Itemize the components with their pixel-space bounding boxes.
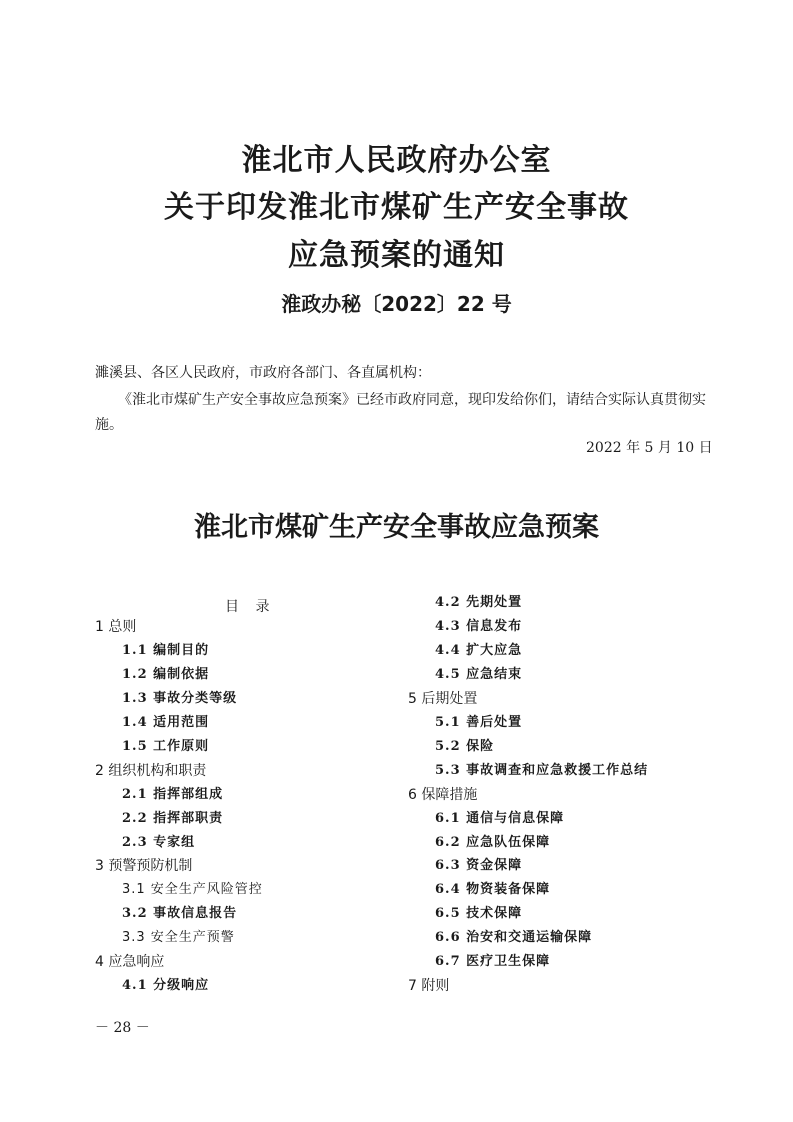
toc-section-3-2: 3.2 事故信息报告 xyxy=(122,906,238,921)
toc-section-1-5: 1.5 工作原则 xyxy=(122,739,210,754)
toc-section-4-1: 4.1 分级响应 xyxy=(122,978,210,993)
toc-section-6-1: 6.1 通信与信息保障 xyxy=(435,811,565,826)
notice-paragraph-line-1: 《淮北市煤矿生产安全事故应急预案》已经市政府同意，现印发给你们，请结合实际认真贯彻实 xyxy=(118,392,706,408)
toc-chapter-6: 6 保障措施 xyxy=(408,787,478,803)
toc-section-1-4: 1.4 适用范围 xyxy=(122,715,210,730)
toc-chapter-5: 5 后期处置 xyxy=(408,691,478,707)
toc-section-2-1: 2.1 指挥部组成 xyxy=(122,787,224,802)
page-number: － 28 － xyxy=(95,1020,150,1036)
toc-chapter-3: 3 预警预防机制 xyxy=(95,858,193,874)
toc-section-5-3: 5.3 事故调查和应急救援工作总结 xyxy=(435,763,649,778)
notice-title-line-3: 应急预案的通知 xyxy=(288,238,505,273)
toc-section-1-1: 1.1 编制目的 xyxy=(122,643,210,658)
toc-section-2-2: 2.2 指挥部职责 xyxy=(122,811,224,826)
toc-section-4-3: 4.3 信息发布 xyxy=(435,619,523,634)
toc-section-6-3: 6.3 资金保障 xyxy=(435,858,523,873)
notice-title-line-1: 淮北市人民政府办公室 xyxy=(241,143,552,178)
notice-paragraph-line-2: 施。 xyxy=(95,417,123,433)
toc-section-6-5: 6.5 技术保障 xyxy=(435,906,523,921)
plan-title: 淮北市煤矿生产安全事故应急预案 xyxy=(194,512,599,543)
toc-section-4-2: 4.2 先期处置 xyxy=(435,595,523,610)
toc-section-6-6: 6.6 治安和交通运输保障 xyxy=(435,930,593,945)
toc-chapter-7: 7 附则 xyxy=(408,978,450,994)
toc-section-3-1: 3.1 安全生产风险管控 xyxy=(122,882,263,897)
toc-section-6-2: 6.2 应急队伍保障 xyxy=(435,835,551,850)
toc-section-3-3: 3.3 安全生产预警 xyxy=(122,930,235,945)
toc-section-4-4: 4.4 扩大应急 xyxy=(435,643,523,658)
toc-section-6-4: 6.4 物资装备保障 xyxy=(435,882,551,897)
addressee: 濉溪县、各区人民政府，市政府各部门、各直属机构： xyxy=(95,365,431,381)
toc-section-4-5: 4.5 应急结束 xyxy=(435,667,523,682)
toc-chapter-2: 2 组织机构和职责 xyxy=(95,763,207,779)
toc-chapter-4: 4 应急响应 xyxy=(95,954,165,970)
toc-section-1-2: 1.2 编制依据 xyxy=(122,667,210,682)
toc-section-6-7: 6.7 医疗卫生保障 xyxy=(435,954,551,969)
toc-heading: 目 录 xyxy=(225,599,276,615)
toc-section-1-3: 1.3 事故分类等级 xyxy=(122,691,238,706)
document-number: 淮政办秘〔2022〕22 号 xyxy=(281,292,512,316)
toc-section-5-1: 5.1 善后处置 xyxy=(435,715,523,730)
toc-section-2-3: 2.3 专家组 xyxy=(122,835,196,850)
issue-date: 2022 年 5 月 10 日 xyxy=(586,440,713,456)
notice-title-line-2: 关于印发淮北市煤矿生产安全事故 xyxy=(164,190,629,225)
toc-chapter-1: 1 总则 xyxy=(95,619,137,635)
toc-section-5-2: 5.2 保险 xyxy=(435,739,495,754)
